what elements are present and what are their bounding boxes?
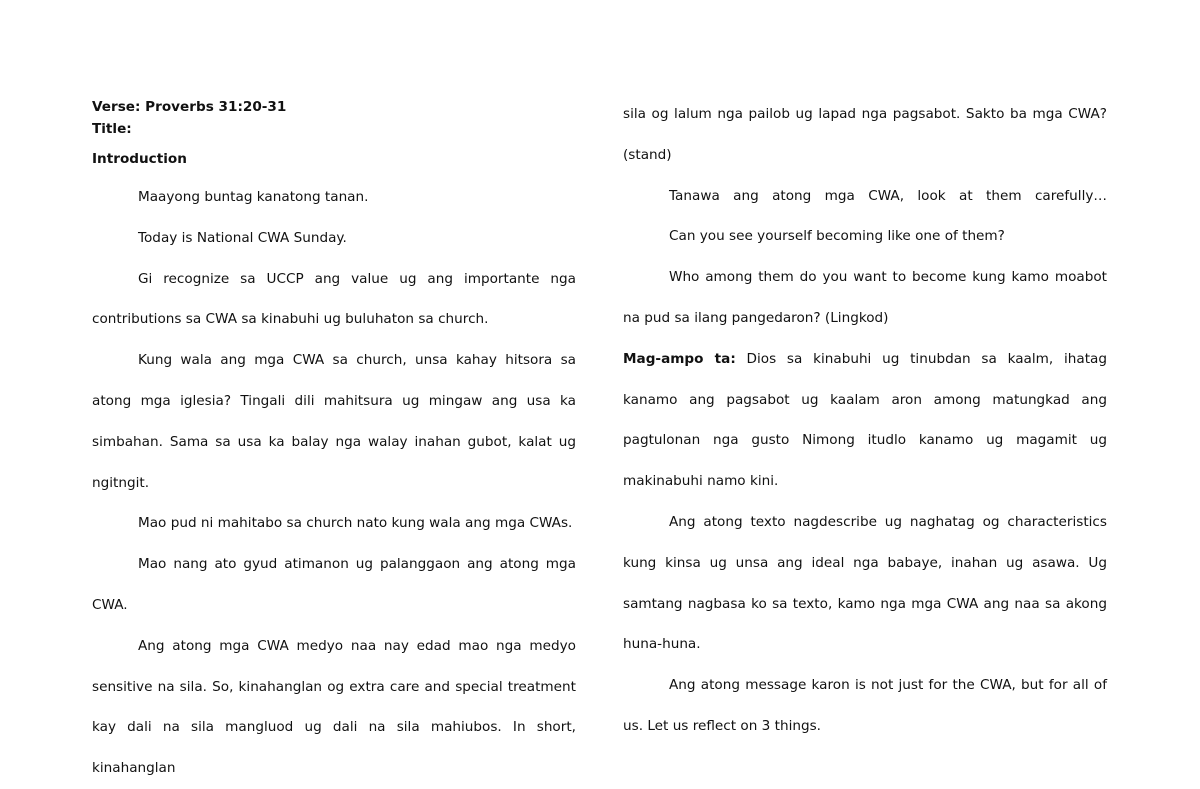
paragraph-atimanon: Mao nang ato gyud atimanon ug palanggaon ang atong mga CWA. (92, 556, 576, 613)
paragraph-message: Ang atong message karon is not just for the CWA, but for all of us. Let us reflect on 3 things. (623, 677, 1107, 734)
verse-heading: Verse: Proverbs 31:20-31 (92, 99, 287, 115)
paragraph-cwa-sunday: Today is National CWA Sunday. (138, 229, 347, 246)
left-column (92, 96, 576, 789)
paragraph-texto: Ang atong texto nagdescribe ug naghatag og characteristics kung kinsa ug unsa ang ideal nga babaye, inahan ug asawa. Ug samtang nagbasa ko sa texto, kamo nga mga CWA ang naa sa akong huna-huna. (623, 513, 1107, 653)
paragraph-prayer (623, 339, 1107, 502)
paragraph-without-cwa: Kung wala ang mga CWA sa church, unsa kahay hitsora sa atong mga iglesia? Tingali dili mahitsura ug mingaw ang usa ka simbahan. Sama sa usa ka balay nga walay inahan gubot, kalat ug ngitngit. (92, 352, 576, 491)
paragraph-tanawa: Tanawa ang atong mga CWA, look at them carefully… (669, 187, 1107, 204)
title-heading: Title: (92, 121, 132, 137)
right-column (623, 94, 1107, 747)
prayer-label: Mag-ampo ta: (623, 350, 736, 367)
paragraph-continuation: sila og lalum nga pailob ug lapad nga pagsabot. Sakto ba mga CWA? (stand) (623, 106, 1107, 163)
paragraph-recognize: Gi recognize sa UCCP ang value ug ang importante nga contributions sa CWA sa kinabuhi ug buluhaton sa church. (92, 270, 576, 328)
paragraph-greeting: Maayong buntag kanatong tanan. (138, 189, 369, 205)
paragraph-see-yourself: Can you see yourself becoming like one of them? (669, 228, 1005, 245)
paragraph-sensitive: Ang atong mga CWA medyo naa nay edad mao nga medyo sensitive na sila. So, kinahanglan og extra care and special treatment kay dali na sila mangluod ug dali na sila mahiubos. In short, kinahanglan (92, 637, 576, 777)
introduction-heading: Introduction (92, 151, 187, 167)
paragraph-who-among: Who among them do you want to become kung kamo moabot na pud sa ilang pangedaron? (Lingkod) (623, 269, 1107, 326)
prayer-text: Dios sa kinabuhi ug tinubdan sa kaalm, ihatag kanamo ang pagsabot ug kaalam aron among matungkad ang pagtulonan nga gusto Nimong itudlo kanamo ug magamit ug makinabuhi namo kini. (623, 350, 1107, 490)
paragraph-mahitabo: Mao pud ni mahitabo sa church nato kung wala ang mga CWAs. (138, 515, 573, 532)
